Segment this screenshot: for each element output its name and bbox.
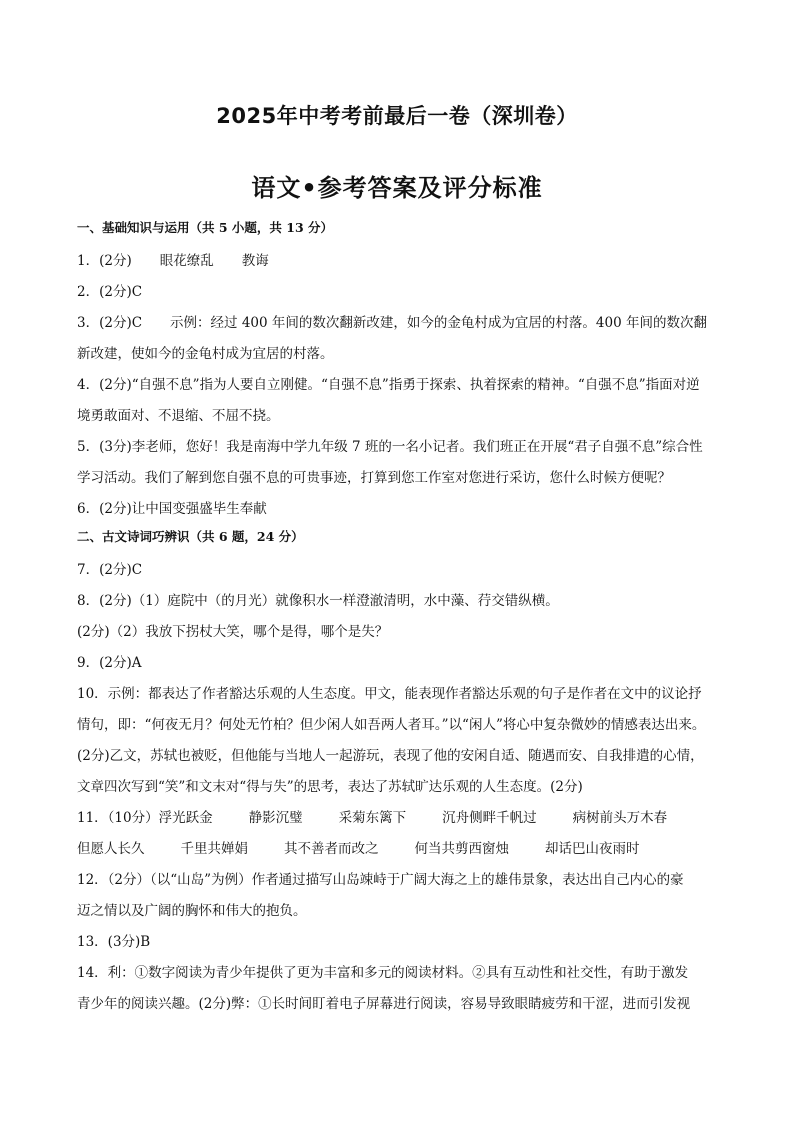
q11-item: 却话巴山夜雨时 [545,841,640,857]
answer-q7: 7．(2分)C [77,562,143,578]
answer-q2: 2．(2分)C [77,284,143,300]
answer-q10-line1: 10．示例：都表达了作者豁达乐观的人生态度。甲文，能表现作者豁达乐观的句子是作者在文中的议论抒 [77,686,702,702]
answer-q11-row2 [77,834,727,865]
q11-item: 浮光跃金 [158,810,213,826]
q1-number: 1．(2分) [77,253,132,269]
exam-title: 2025年中考考前最后一卷（深圳卷） [216,104,578,128]
answer-q12-line2: 迈之情以及广阔的胸怀和伟大的抱负。 [77,903,307,919]
q11-item: 何当共剪西窗烛 [414,841,509,857]
answer-q13: 13．(3分)B [77,934,151,950]
q3-number: 3．(2分)C [77,315,143,331]
answer-q1 [77,246,727,277]
answer-key-subtitle: 语文•参考答案及评分标准 [251,174,543,202]
q3-text: 示例：经过 400 年间的数次翻新改建，如今的金龟村成为宜居的村落。400 年间的数次翻 [170,315,707,331]
answer-q3 [77,308,727,339]
answer-content [77,216,727,1020]
answer-q5-line1: 5．(3分)李老师，您好！我是南海中学九年级 7 班的一名小记者。我们班正在开展“君子自强不息”综合性 [77,439,703,455]
answer-q4-line2: 境勇敢面对、不退缩、不屈不挠。 [77,408,280,424]
q1-answer-a: 眼花缭乱 [159,253,214,269]
answer-q3-cont: 新改建，使如今的金龟村成为宜居的村落。 [77,346,334,362]
answer-q8-line2: (2分)（2）我放下拐杖大笑，哪个是得，哪个是失？ [77,624,389,640]
q11-item: 采菊东篱下 [338,810,407,826]
q11-item: 病树前头万木春 [572,810,668,826]
answer-q9: 9．(2分)A [77,655,142,671]
answer-q8-line1: 8．(2分)（1）庭院中（的月光）就像积水一样澄澈清明，水中藻、荇交错纵横。 [77,593,559,609]
answer-q10-line4: 文章四次写到“笑”和文末对“得与失”的思考，表达了苏轼旷达乐观的人生态度。(2分) [77,779,583,795]
answer-q6: 6．(2分)让中国变强盛毕生奉献 [77,501,267,517]
answer-q4-line1: 4．(2分)“自强不息”指为人要自立刚健。“自强不息”指勇于探索、执着探索的精神。“自强不息”指面对逆 [77,377,700,393]
answer-q10-line2: 情句，即：“何夜无月？何处无竹柏？但少闲人如吾两人者耳。”以“闲人”将心中复杂微妙的情感表达出来。 [77,717,706,733]
answer-q14-line2: 青少年的阅读兴趣。(2分)弊：①长时间盯着电子屏幕进行阅读，容易导致眼睛疲劳和干涩，进而引发视 [77,996,691,1012]
answer-q12-line1: 12．（2分）（以“山岛”为例）作者通过描写山岛竦峙于广阔大海之上的雄伟景象，表达出自己内心的豪 [77,872,684,888]
q11-item: 千里共婵娟 [180,841,248,857]
answer-q11-row1 [77,803,727,834]
answer-q14-line1: 14．利：①数字阅读为青少年提供了更为丰富和多元的阅读材料。②具有互动性和社交性，有助于激发 [77,965,689,981]
section-heading-2: 二、古文诗词巧辨识（共 6 题，24 分） [77,529,304,544]
answer-q5-line2: 学习活动。我们了解到您自强不息的可贵事迹，打算到您工作室对您进行采访，您什么时候方便呢？ [77,470,671,486]
q11-item: 但愿人长久 [77,841,145,857]
section-heading-1: 一、基础知识与运用（共 5 小题，共 13 分） [77,220,334,235]
q1-answer-b: 教诲 [241,253,269,269]
q11-item: 其不善者而改之 [284,841,379,857]
answer-q10-line3: (2分)乙文，苏轼也被贬，但他能与当地人一起游玩，表现了他的安闲自适、随遇而安、自我排遣的心情， [77,748,704,764]
q11-number: 11．（10分） [77,810,159,826]
q11-item: 静影沉璧 [248,810,303,826]
q11-item: 沉舟侧畔千帆过 [442,810,537,826]
